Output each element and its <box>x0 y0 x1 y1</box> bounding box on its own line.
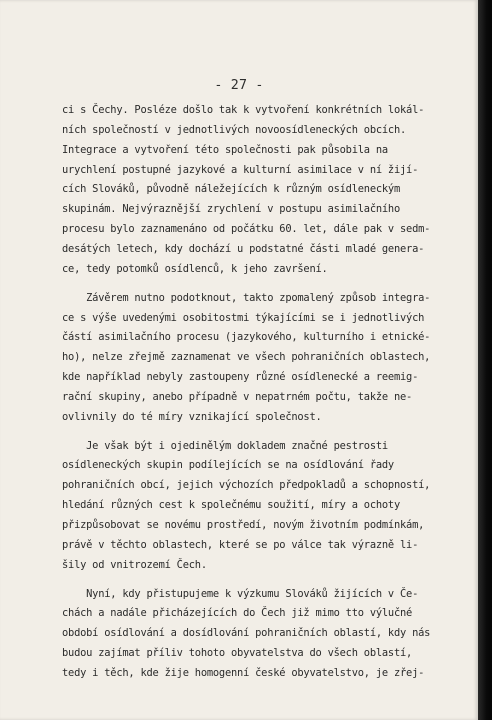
text-line: ce, tedy potomků osídlenců, k jeho završení. <box>62 263 328 275</box>
text-line: hledání různých cest k společnému soužití, míry a ochoty <box>62 499 400 511</box>
text-line: přizpůsobovat se novému prostředí, novým životním podmínkám, <box>62 519 425 531</box>
page-number: - 27 - <box>214 78 264 93</box>
text-line: chách a nadále přicházejících do Čech již mimo tto výlučné <box>62 607 413 619</box>
text-line: Integrace a vytvoření této společnosti pak působila na <box>62 144 388 156</box>
text-line: Je však být i ojedinělým dokladem značné pestrosti <box>62 440 388 452</box>
text-line: ce s výše uvedenými osobitostmi týkajícími se i jednotlivých <box>62 312 425 324</box>
text-line: osídleneckých skupin podílejících se na osídlování řady <box>62 459 394 471</box>
text-line: procesu bylo zaznamenáno od počátku 60. let, dále pak v sedm- <box>62 223 431 235</box>
text-line: právě v těchto oblastech, které se po válce tak výrazně li- <box>62 539 419 551</box>
text-line: budou zajímat příliv tohoto obyvatelstva do všech oblastí, <box>62 647 413 659</box>
text-line: šily od vnitrozemí Čech. <box>62 559 207 571</box>
page-edge-shadow <box>478 0 492 720</box>
text-line: ních společností v jednotlivých novoosídleneckých obcích. <box>62 124 407 136</box>
text-line: ci s Čechy. Posléze došlo tak k vytvoření konkrétních lokál- <box>62 104 425 116</box>
text-line: desátých letech, kdy dochází u podstatné části mladé genera- <box>62 243 425 255</box>
text-line: urychlení postupné jazykové a kulturní asimilace v ní žijí- <box>62 164 419 176</box>
text-line: tedy i těch, kde žije homogenní české obyvatelstvo, je zřej- <box>62 667 425 679</box>
text-line: rační skupiny, anebo případně v nepatrném počtu, takže ne- <box>62 391 413 403</box>
text-line: Nyní, kdy přistupujeme k výzkumu Slováků žijících v Če- <box>62 588 419 600</box>
text-line: skupinám. Nejvýraznější zrychlení v postupu asimilačního <box>62 203 400 215</box>
text-line: ovlivnily do té míry vznikající společnost. <box>62 411 322 423</box>
text-line: kde například nebyly zastoupeny různé osídlenecké a reemig- <box>62 371 419 383</box>
text-line: částí asimilačního procesu (jazykového, kulturního i etnické- <box>62 331 431 343</box>
text-line: cích Slováků, původně náležejících k různým osídleneckým <box>62 183 400 195</box>
text-line: pohraničních obcí, jejich výchozích předpokladů a schopností, <box>62 479 431 491</box>
text-line: ho), nelze zřejmě zaznamenat ve všech pohraničních oblastech, <box>62 351 431 363</box>
text-line: období osídlování a dosídlování pohraničních oblastí, kdy nás <box>62 627 431 639</box>
text-line: Závěrem nutno podotknout, takto zpomalený způsob integra- <box>62 292 431 304</box>
